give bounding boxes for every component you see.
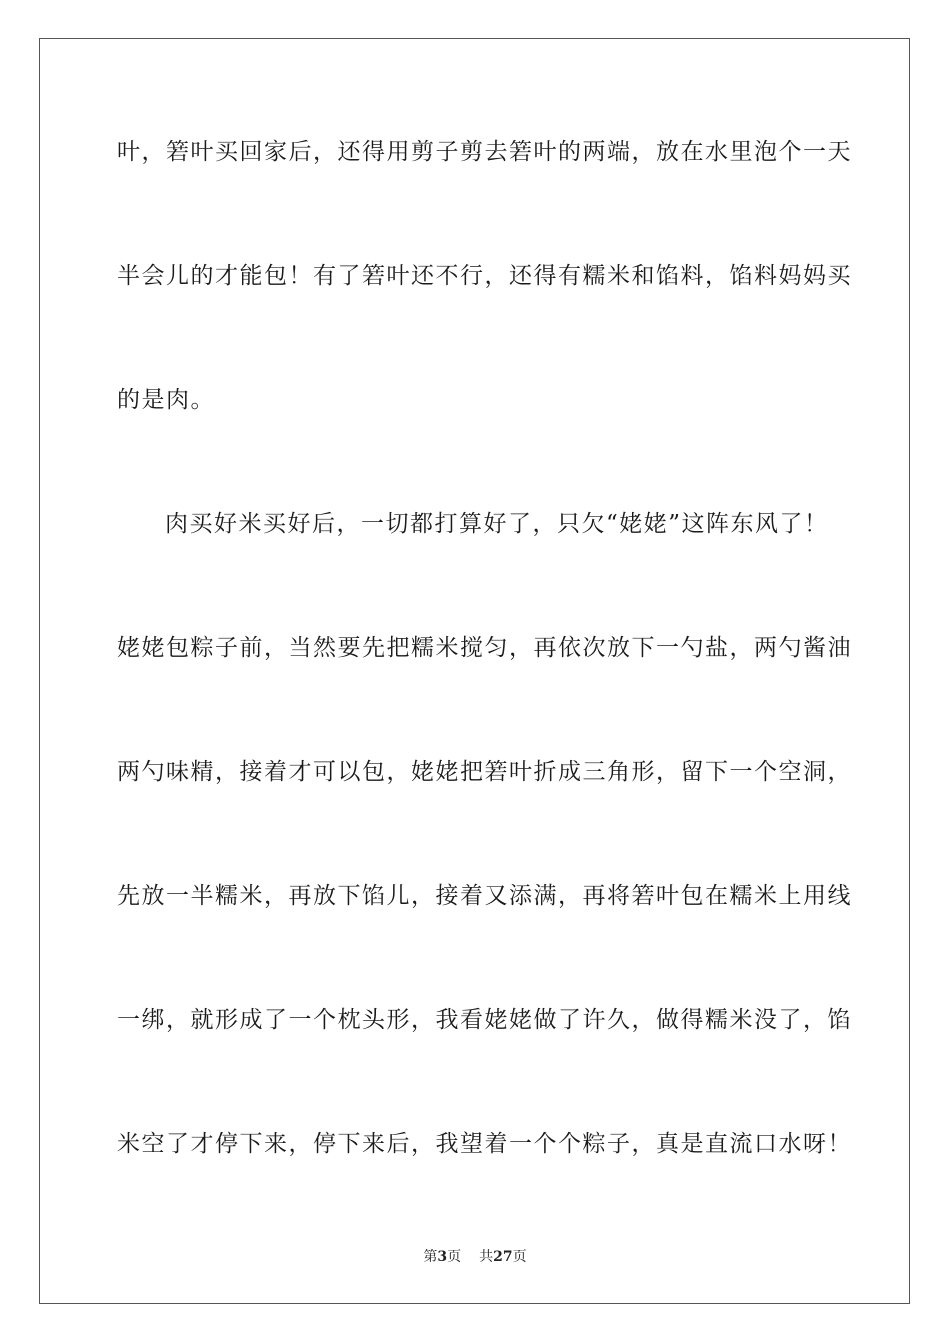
body-line-2: 半会儿的才能包！有了箬叶还不行，还得有糯米和馅料，馅料妈妈买 [117,263,852,289]
body-line-9: 米空了才停下来，停下来后，我望着一个个粽子，真是直流口水呀！ [117,1131,852,1157]
body-line-1: 叶，箬叶买回家后，还得用剪子剪去箬叶的两端，放在水里泡个一天 [117,139,852,165]
page-suffix: 页 [447,1249,462,1265]
body-line-4: 肉买好米买好后，一切都打算好了，只欠“姥姥”这阵东风了！ [165,511,829,537]
body-line-6: 两勺味精，接着才可以包，姥姥把箬叶折成三角形，留下一个空洞， [117,759,852,785]
page-footer [0,1248,950,1266]
body-line-8: 一绑，就形成了一个枕头形，我看姥姥做了许久，做得糯米没了，馅 [117,1007,852,1033]
body-line-3: 的是肉。 [117,387,215,413]
body-line-7: 先放一半糯米，再放下馅儿，接着又添满，再将箬叶包在糯米上用线 [117,883,852,909]
page-number: 3 [437,1249,448,1265]
page-border [39,38,910,1304]
page-prefix: 第 [423,1249,438,1265]
total-pages: 27 [493,1249,513,1265]
body-line-5: 姥姥包粽子前，当然要先把糯米搅匀，再依次放下一勺盐，两勺酱油 [117,635,852,661]
total-prefix: 共 [479,1249,494,1265]
total-suffix: 页 [512,1249,527,1265]
